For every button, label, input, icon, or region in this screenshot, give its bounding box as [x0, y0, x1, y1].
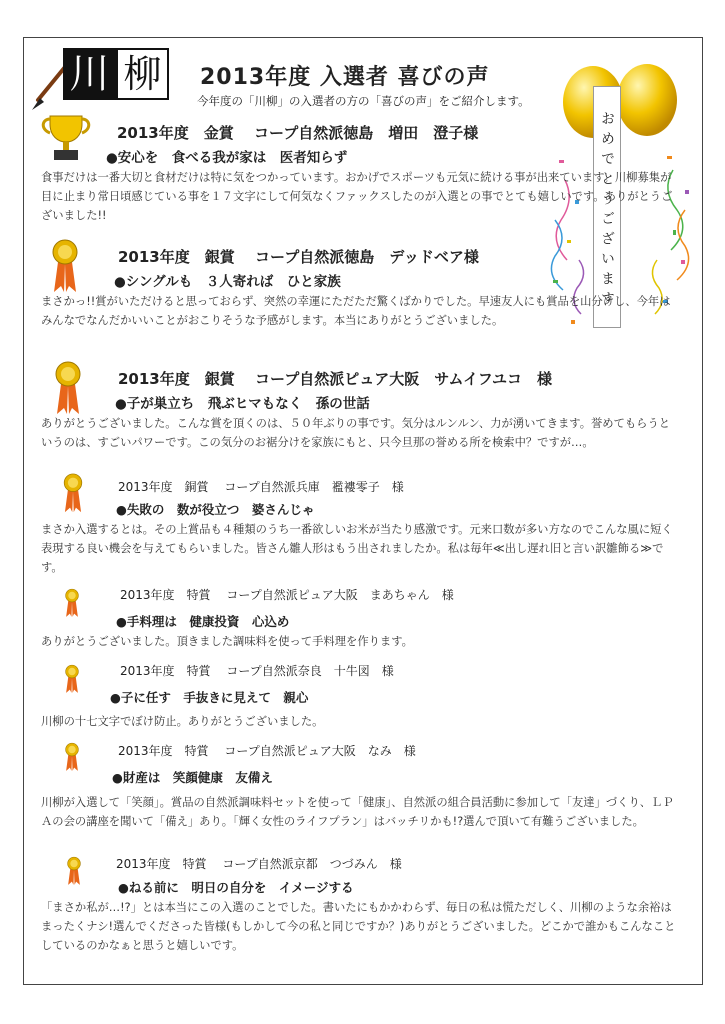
logo-char-2: 柳 — [116, 48, 169, 100]
entry-3-heading: 2013年度 銀賞 コープ自然派ピュア大阪 サムイフユコ 様 — [118, 370, 552, 388]
entry-8-haiku: ●ねる前に 明日の自分を イメージする — [118, 880, 354, 895]
page-title: 2013年度 入選者 喜びの声 — [200, 65, 490, 90]
logo-char-1: 川 — [63, 48, 116, 100]
entry-2-comment: まさかっ!!賞がいただけると思っておらず、突然の幸運にただただ驚くばかりでした。早速友人にも賞品を山分けし、今年はみんなでなんだかいいことがおこりそうな予感がします。本当にありがとうございました。 — [41, 295, 671, 327]
entry-3-haiku: ●子が巣立ち 飛ぶヒマもなく 孫の世話 — [115, 396, 370, 412]
special-prize-medal-icon — [64, 664, 80, 694]
special-prize-medal-icon — [66, 856, 82, 886]
special-prize-medal-icon — [64, 742, 80, 772]
entry-7-heading: 2013年度 特賞 コープ自然派ピュア大阪 なみ 様 — [118, 744, 416, 758]
entry-1-heading: 2013年度 金賞 コープ自然派徳島 増田 澄子様 — [117, 124, 479, 142]
silver-medal-icon — [53, 360, 83, 416]
entry-8-comment: 「まさか私が…!?」とは本当にこの入選のことでした。書いたにもかかわらず、毎日の私は慌ただしく、川柳のような余裕はまったくナシ!選んでくださった皆様(もしかして今の私と同じですか？)ありがとうございました。どこかで誰かもこんなことしているのかなぁと思うと嬉しいです。 — [41, 901, 676, 952]
entry-5-heading: 2013年度 特賞 コープ自然派ピュア大阪 まあちゃん 様 — [120, 588, 454, 602]
entry-4-comment: まさか入選するとは。その上賞品も４種類のうち一番欲しいお米が当たり感激です。元来口数が多い方なのでこんな風に短く表現する良い機会を与えてもらいました。皆さん雛人形はもう出されましたか。私は毎年≪出し遅れ旧と言い訳雛飾る≫です。 — [41, 523, 673, 574]
entry-2-heading: 2013年度 銀賞 コープ自然派徳島 デッドベア様 — [118, 248, 479, 266]
senryu-logo — [63, 48, 169, 100]
entry-6-comment: 川柳の十七文字でぼけ防止。ありがとうございました。 — [41, 715, 324, 728]
entry-7-haiku: ●財産は 笑顔健康 友備え — [112, 770, 273, 785]
entry-1-haiku: ●安心を 食べる我が家は 医者知らず — [106, 150, 348, 166]
entry-8-heading: 2013年度 特賞 コープ自然派京都 つづみん 様 — [116, 857, 402, 871]
bronze-medal-icon — [62, 472, 84, 514]
gold-trophy-icon — [38, 110, 94, 162]
entry-4-heading: 2013年度 銅賞 コープ自然派兵庫 襤褸零子 様 — [118, 480, 404, 494]
entry-3-comment: ありがとうございました。こんな賞を頂くのは、５０年ぶりの事です。気分はルンルン、力が湧いてきます。誉めてもらうというのは、すごいパワーです。この気分のお裾分けを家族にもと、只今旦那の誉める所を検索中？ですが…。 — [41, 417, 671, 449]
silver-medal-icon — [50, 238, 80, 294]
entry-6-haiku: ●子に任す 手抜きに見えて 親心 — [110, 690, 309, 705]
special-prize-medal-icon — [64, 588, 80, 618]
entry-4-haiku: ●失敗の 数が役立つ 婆さんじゃ — [116, 502, 315, 517]
entry-5-comment: ありがとうございました。頂きました調味料を使って手料理を作ります。 — [41, 635, 413, 648]
entry-1-comment: 食事だけは一番大切と食材だけは特に気をつかっています。おかげでスポーツも元気に続ける事が出来ています。川柳募集が目に止まり常日頃感じている事を１７文字にして何気なくファックスしたのが入選との事でとても嬉しいです。ありがとうございました!! — [41, 171, 673, 222]
entry-7-comment: 川柳が入選して「笑顔」。賞品の自然派調味料セットを使って「健康」、自然派の組合員活動に参加して「友達」づくり、ＬＰＡの会の講座を聞いて「備え」あり。「輝く女性のライフプラン」はバッチリかも!?選んで頂いて有難うございました。 — [41, 796, 674, 828]
entry-2-haiku: ●シングルも ３人寄れば ひと家族 — [114, 274, 341, 290]
congratulations-banner: おめでとうございます — [593, 86, 621, 328]
entry-5-haiku: ●手料理は 健康投資 心込め — [116, 614, 290, 629]
entry-6-heading: 2013年度 特賞 コープ自然派奈良 十牛図 様 — [120, 664, 394, 678]
page-subtitle: 今年度の「川柳」の入選者の方の「喜びの声」をご紹介します。 — [197, 94, 530, 108]
